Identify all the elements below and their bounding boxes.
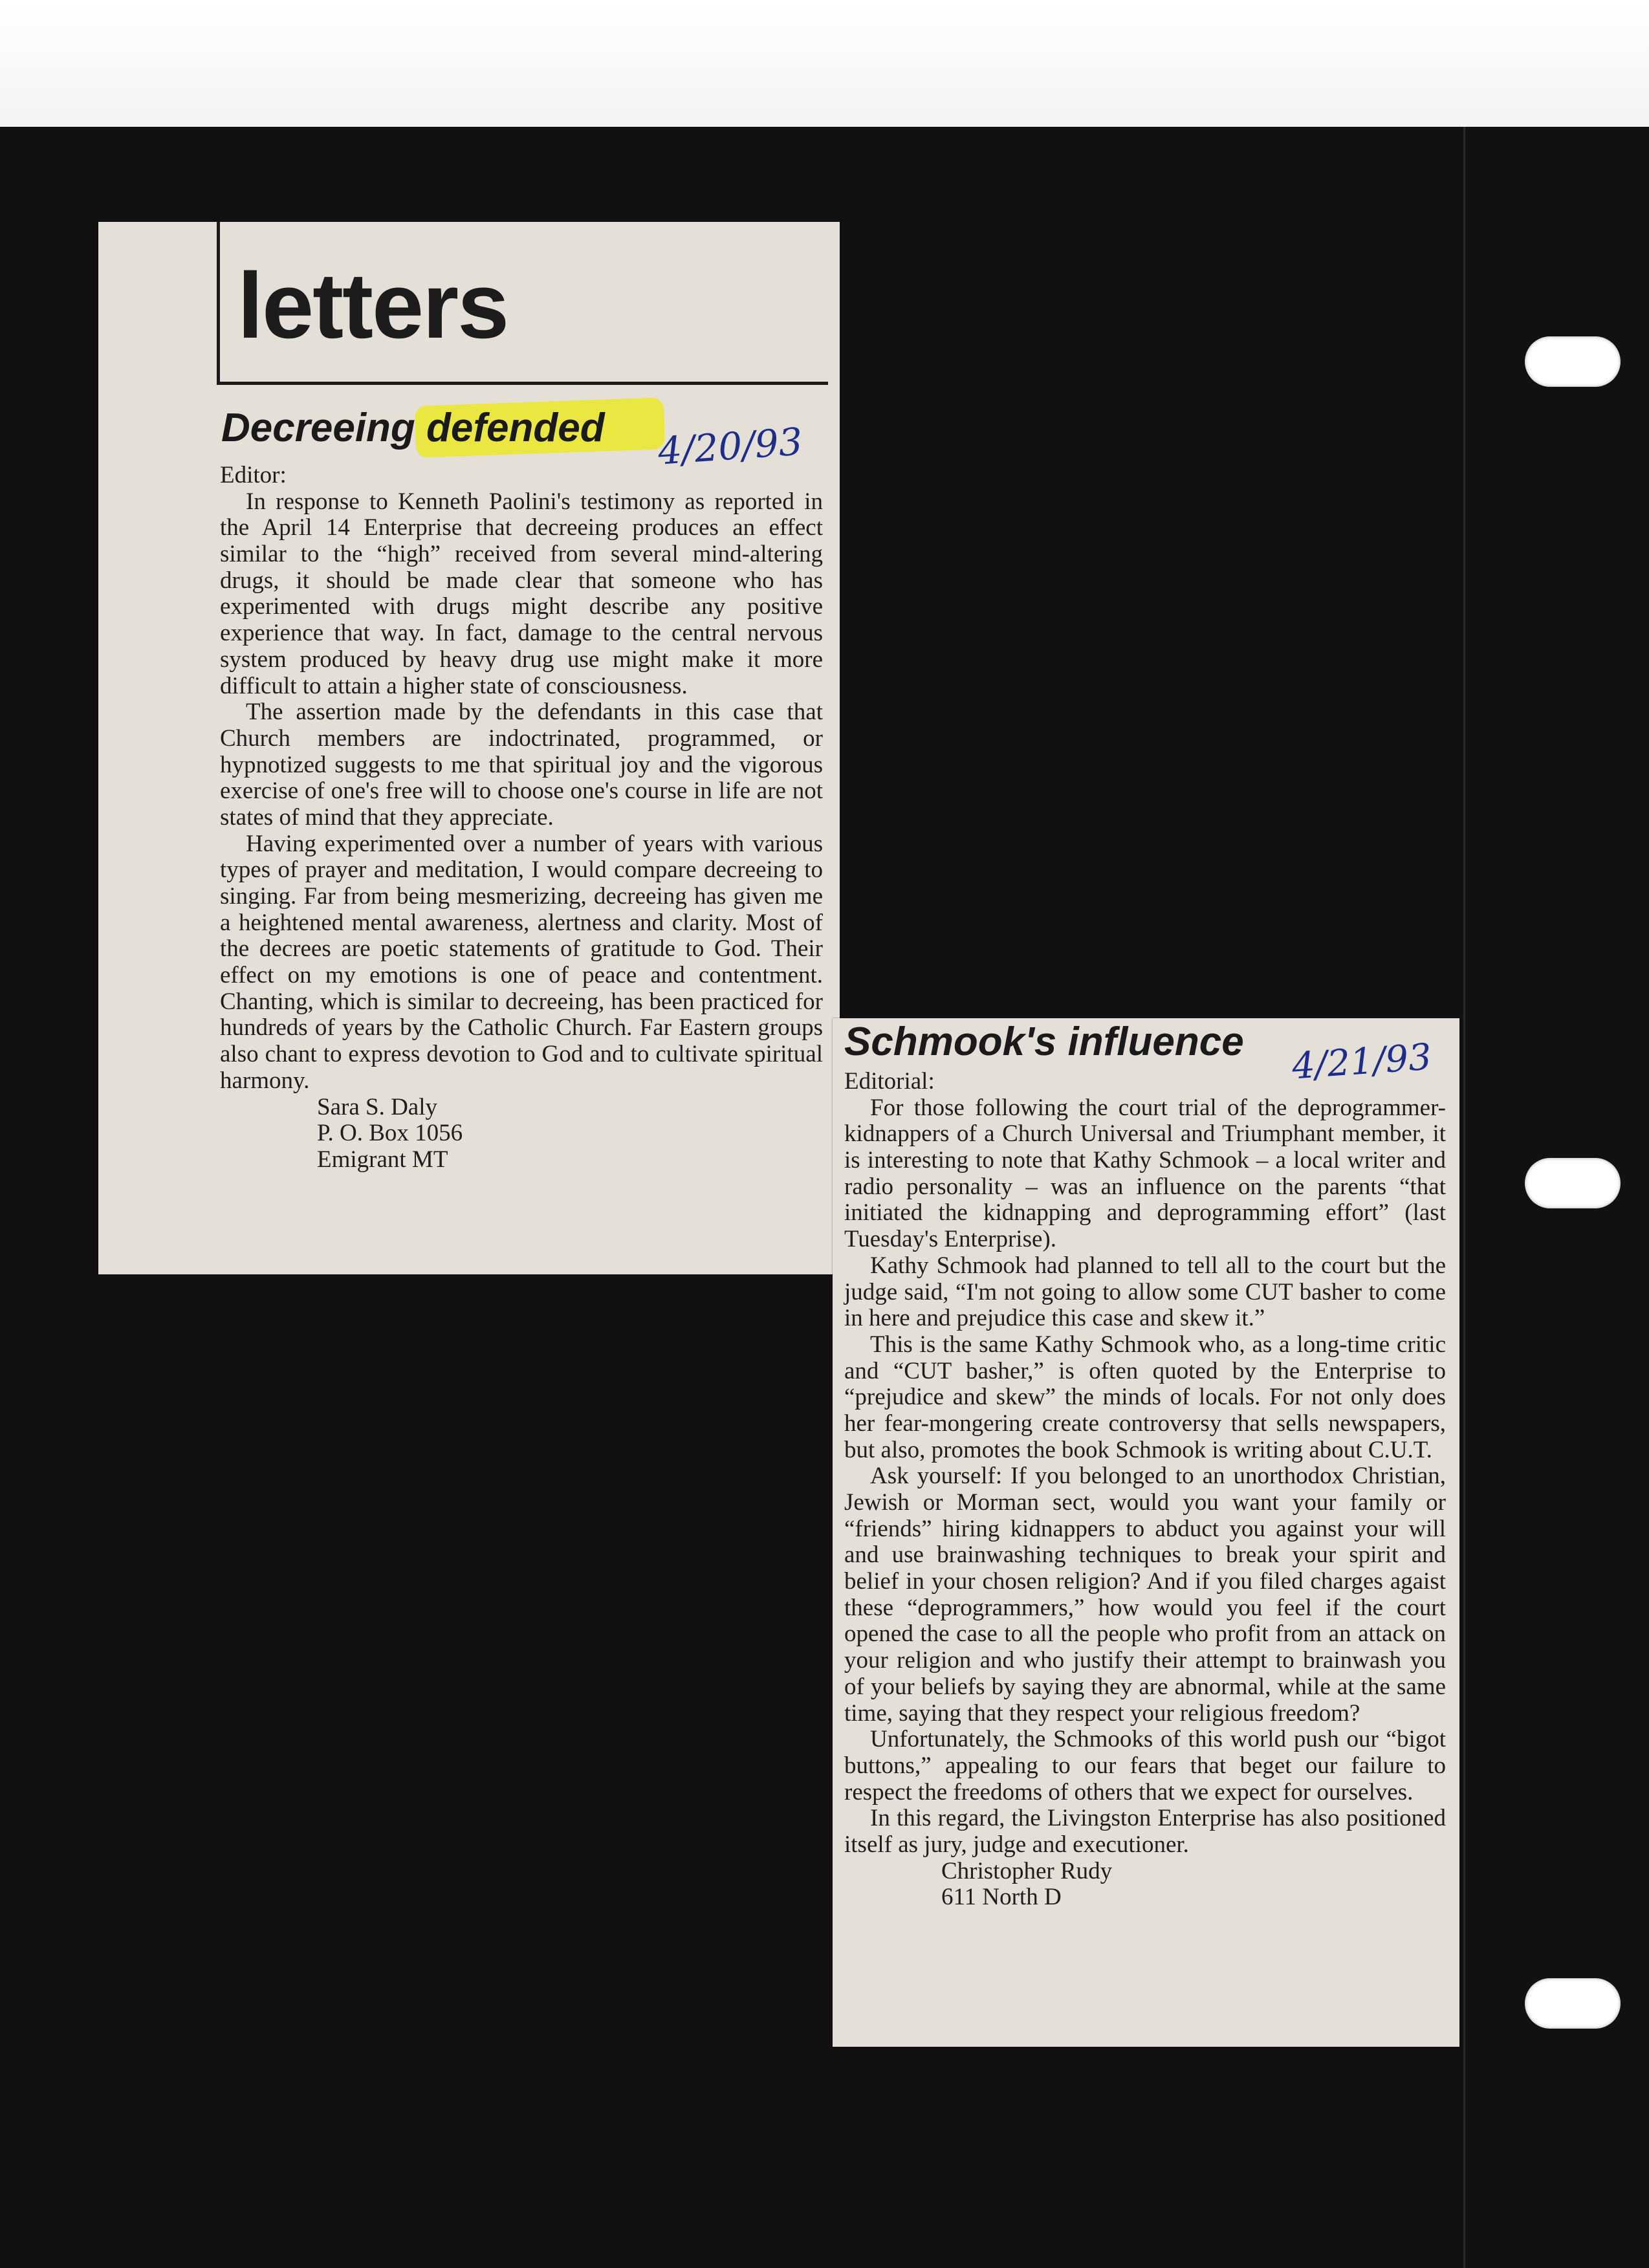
paragraph: In this regard, the Livingston Enterprise has also positioned itself as jury, judge and executioner. (844, 1805, 1446, 1858)
paragraph: For those following the court trial of the deprogrammer-kidnappers of a Church Universal and Triumphant member, it is interesting to note that Kathy Schmook – a local writer and radio personality – was an influence on the parents “that initiated the kidnapping and deprogramming effort” (last Tuesday's Enterprise). (844, 1094, 1446, 1253)
newspaper-clipping-editorial (833, 1018, 1459, 2047)
paragraph: Ask yourself: If you belonged to an unorthodox Christian, Jewish or Morman sect, would you want your family or “friends” hiring kidnappers to abduct you against your will and use brainwashing techniques to break your spirit and belief in your chosen religion? And if you filed charges agaist these “deprogrammers,” how would you feel if the court opened the case to all the people who profit from an attack on your religion and who justify their attempt to brainwash you of your beliefs by saying they are abnormal, while at the same time, saying that they respect your religious freedom? (844, 1463, 1446, 1727)
headline: Decreeing defended (221, 406, 605, 450)
salutation: Editor: (220, 462, 287, 488)
letter-body (220, 463, 823, 1173)
handwritten-date: 4/21/93 (1290, 1036, 1433, 1088)
binder-hole-middle (1525, 1158, 1621, 1208)
handwritten-date: 4/20/93 (656, 419, 804, 474)
salutation: Editorial: (844, 1068, 935, 1095)
album-page-fold (1463, 127, 1465, 2268)
editorial-body (844, 1069, 1446, 1911)
newspaper-clipping-letters (98, 222, 840, 1274)
paragraph: Unfortunately, the Schmooks of this world push our “bigot buttons,” appealing to our fears that beget our failure to respect the freedoms of others that we expect for ourselves. (844, 1726, 1446, 1805)
scan-top-margin (0, 0, 1649, 129)
paragraph: Having experimented over a number of years with various types of prayer and meditation, I would compare decreeing to singing. Far from being mesmerizing, decreeing has given me a heightened mental awareness, alertness and clarity. Most of the decrees are poetic statements of gratitude to God. Their effect on my emotions is one of peace and contentment. Chanting, which is similar to decreeing, has been practiced for hundreds of years by the Catholic Church. Far Eastern groups also chant to express devotion to God and to cultivate spiritual harmony. (220, 830, 823, 1094)
paragraph: The assertion made by the defendants in this case that Church members are indoctrinated, programmed, or hypnotized suggests to me that spiritual joy and the vigorous exercise of one's free will to choose one's course in life are not states of mind that they appreciate. (220, 699, 823, 831)
paragraph: This is the same Kathy Schmook who, as a long-time critic and “CUT basher,” is often quoted by the Enterprise to “prejudice and skew” the minds of locals. For not only does her fear-mongering create controversy that sells newspapers, but also, promotes the book Schmook is writing about C.U.T. (844, 1331, 1446, 1463)
binder-hole-top (1525, 336, 1621, 387)
paragraph: In response to Kenneth Paolini's testimony as reported in the April 14 Enterprise that decreeing produces an effect similar to the “high” received from several mind-altering drugs, it should be made clear that someone who has experimented with drugs might describe any positive experience that way. In fact, damage to the central nervous system produced by heavy drug use might make it more difficult to attain a higher state of consciousness. (220, 488, 823, 699)
section-heading: letters (237, 254, 508, 358)
signature-name: Christopher Rudy (941, 1857, 1113, 1884)
paragraph: Kathy Schmook had planned to tell all to the court but the judge said, “I'm not going to allow some CUT basher to come in here and prejudice this case and skew it.” (844, 1252, 1446, 1332)
signature-address: 611 North D (941, 1884, 1062, 1911)
binder-hole-bottom (1525, 1978, 1621, 2029)
signature-city: Emigrant MT (317, 1146, 448, 1173)
signature-name: Sara S. Daly (317, 1093, 437, 1120)
headline: Schmook's influence (844, 1020, 1244, 1064)
signature-address: P. O. Box 1056 (317, 1120, 463, 1147)
